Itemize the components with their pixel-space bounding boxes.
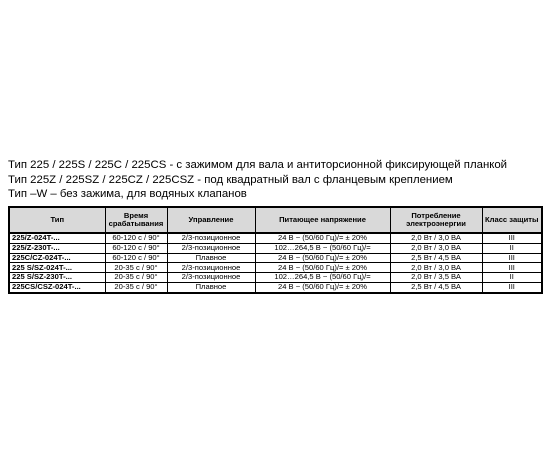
- cell-type: 225/Z-230T-...: [9, 243, 105, 253]
- cell-voltage: 24 В ~ (50/60 Гц)/= ± 20%: [255, 282, 390, 292]
- cell-type: 225 S/SZ-230T-...: [9, 273, 105, 283]
- cell-voltage: 102…264,5 В ~ (50/60 Гц)/=: [255, 243, 390, 253]
- intro-line-2: Тип 225Z / 225SZ / 225CZ / 225CSZ - под квадратный вал с фланцевым креплением: [8, 173, 453, 186]
- cell-control: Плавное: [167, 282, 255, 292]
- cell-class: II: [482, 243, 542, 253]
- cell-power: 2,5 Вт / 4,5 ВА: [390, 253, 482, 263]
- cell-class: III: [482, 282, 542, 292]
- cell-type: 225 S/SZ-024T-...: [9, 263, 105, 273]
- cell-time: 20-35 с / 90°: [105, 282, 167, 292]
- table-row: [9, 243, 542, 253]
- cell-voltage: 102…264,5 В ~ (50/60 Гц)/=: [255, 273, 390, 283]
- cell-power: 2,0 Вт / 3,0 ВА: [390, 243, 482, 253]
- cell-class: III: [482, 263, 542, 273]
- header-control: Управление: [167, 207, 255, 233]
- cell-voltage: 24 В ~ (50/60 Гц)/= ± 20%: [255, 263, 390, 273]
- cell-type: 225C/CZ-024T-...: [9, 253, 105, 263]
- header-power: Потребление электроэнергии: [390, 207, 482, 233]
- intro-text: [8, 158, 548, 202]
- intro-line-1: Тип 225 / 225S / 225C / 225CS - с зажимом для вала и антиторсионной фиксирующей планкой: [8, 159, 508, 171]
- cell-time: 60-120 с / 90°: [105, 243, 167, 253]
- cell-class: III: [482, 233, 542, 243]
- cell-control: 2/3-позиционное: [167, 233, 255, 243]
- cell-control: 2/3-позиционное: [167, 273, 255, 283]
- cell-class: II: [482, 273, 542, 283]
- spec-table: [8, 206, 543, 294]
- table-header-row: [9, 207, 542, 233]
- cell-voltage: 24 В ~ (50/60 Гц)/= ± 20%: [255, 253, 390, 263]
- cell-control: 2/3-позиционное: [167, 243, 255, 253]
- cell-type: 225/Z-024T-...: [9, 233, 105, 243]
- table-row: [9, 263, 542, 273]
- cell-power: 2,0 Вт / 3,5 ВА: [390, 273, 482, 283]
- cell-class: III: [482, 253, 542, 263]
- intro-line-3: Тип –W – без зажима, для водяных клапанов: [8, 188, 247, 200]
- cell-type: 225CS/CSZ-024T-...: [9, 282, 105, 292]
- table-row: [9, 253, 542, 263]
- cell-control: 2/3-позиционное: [167, 263, 255, 273]
- table-row: [9, 282, 542, 292]
- cell-voltage: 24 В ~ (50/60 Гц)/= ± 20%: [255, 233, 390, 243]
- cell-power: 2,0 Вт / 3,0 ВА: [390, 263, 482, 273]
- cell-power: 2,0 Вт / 3,0 ВА: [390, 233, 482, 243]
- header-class: Класс защиты: [482, 207, 542, 233]
- header-voltage: Питающее напряжение: [255, 207, 390, 233]
- table-row: [9, 233, 542, 243]
- header-type: Тип: [9, 207, 105, 233]
- header-time: Время срабатывания: [105, 207, 167, 233]
- cell-time: 20-35 с / 90°: [105, 263, 167, 273]
- table-row: [9, 273, 542, 283]
- cell-time: 60-120 с / 90°: [105, 233, 167, 243]
- cell-time: 20-35 с / 90°: [105, 273, 167, 283]
- cell-power: 2,5 Вт / 4,5 ВА: [390, 282, 482, 292]
- cell-time: 60-120 с / 90°: [105, 253, 167, 263]
- cell-control: Плавное: [167, 253, 255, 263]
